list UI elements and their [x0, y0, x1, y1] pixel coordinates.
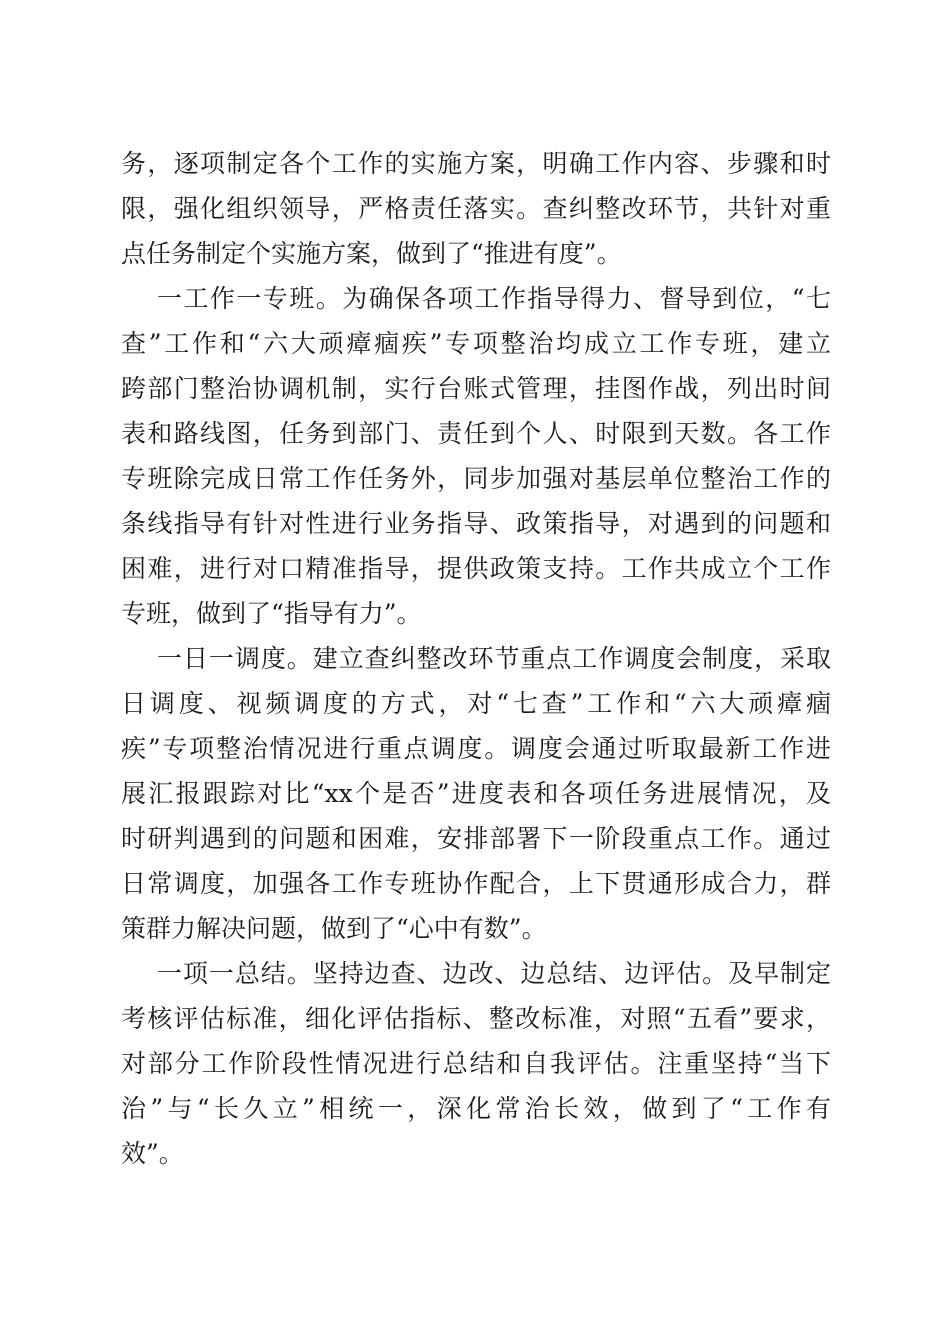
paragraph-line: 表和路线图，任务到部门、责任到个人、时限到天数。各工作	[121, 419, 831, 448]
paragraph-line: 一日一调度。建立查纠整改环节重点工作调度会制度，采取	[157, 644, 831, 673]
paragraph-line: 日常调度，加强各工作专班协作配合，上下贯通形成合力，群	[121, 869, 831, 898]
paragraph-line: 困难，进行对口精准指导，提供政策支持。工作共成立个工作	[121, 554, 831, 583]
paragraph-line: 查”工作和“六大顽瘴痼疾”专项整治均成立工作专班，建立	[121, 329, 831, 358]
paragraph-line: 效”。	[121, 1139, 184, 1168]
paragraph-line: 条线指导有针对性进行业务指导、政策指导，对遇到的问题和	[121, 509, 831, 538]
paragraph-line: 专班，做到了“指导有力”。	[121, 599, 422, 628]
paragraph-line: 策群力解决问题，做到了“心中有数”。	[121, 914, 547, 943]
paragraph-line: 治”与“长久立”相统一，深化常治长效，做到了“工作有	[121, 1094, 832, 1123]
paragraph-line: 一项一总结。坚持边查、边改、边总结、边评估。及早制定	[157, 959, 831, 988]
paragraph-line: 日调度、视频调度的方式，对“七查”工作和“六大顽瘴痼	[121, 689, 831, 718]
paragraph-line: 点任务制定个实施方案，做到了“推进有度”。	[121, 239, 622, 268]
paragraph-line: 对部分工作阶段性情况进行总结和自我评估。注重坚持“当下	[121, 1049, 831, 1078]
paragraph-line: 限，强化组织领导，严格责任落实。查纠整改环节，共针对重	[121, 194, 831, 223]
paragraph-line: 考核评估标准，细化评估指标、整改标准，对照“五看”要求，	[121, 1004, 831, 1033]
paragraph-line: 时研判遇到的问题和困难，安排部署下一阶段重点工作。通过	[121, 824, 831, 853]
paragraph-line: 一工作一专班。为确保各项工作指导得力、督导到位，“七	[157, 284, 831, 313]
paragraph-line: 务，逐项制定各个工作的实施方案，明确工作内容、步骤和时	[121, 149, 831, 178]
paragraph-line: 展汇报跟踪对比“xx个是否”进度表和各项任务进展情况，及	[121, 779, 831, 808]
paragraph-line: 疾”专项整治情况进行重点调度。调度会通过听取最新工作进	[121, 734, 831, 763]
paragraph-line: 跨部门整治协调机制，实行台账式管理，挂图作战，列出时间	[121, 374, 831, 403]
paragraph-line: 专班除完成日常工作任务外，同步加强对基层单位整治工作的	[121, 464, 831, 493]
